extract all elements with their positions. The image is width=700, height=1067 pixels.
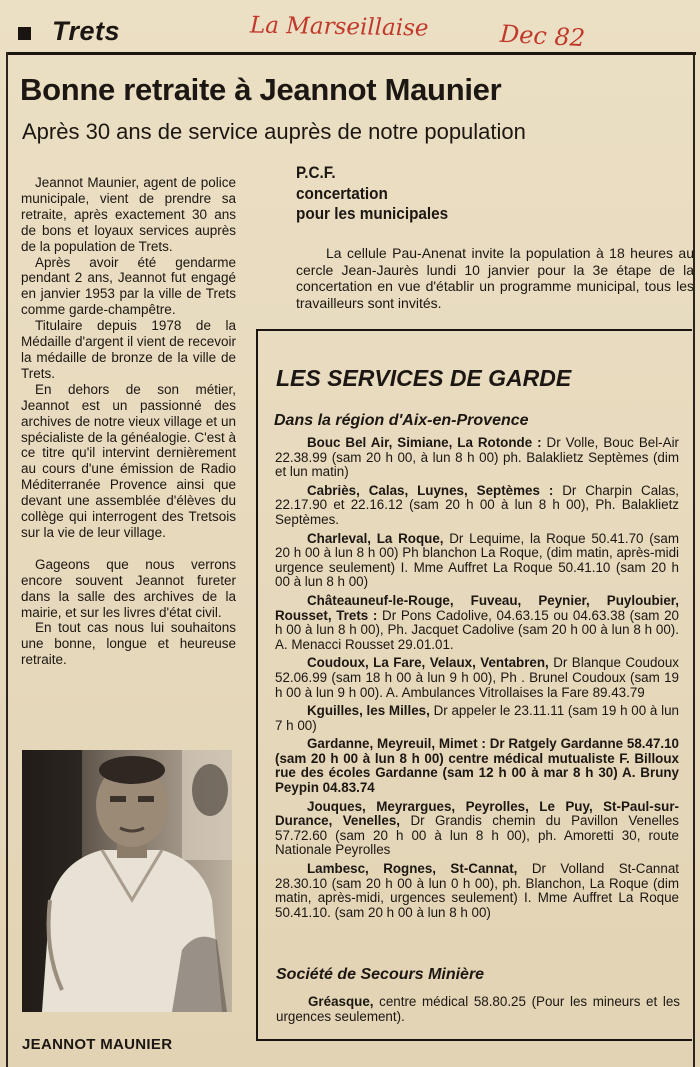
service-entry: [275, 704, 679, 733]
service-entry: [275, 737, 679, 795]
service-locations: Charleval, La Roque,: [307, 530, 444, 546]
service-entry: [275, 532, 679, 590]
service-details: Dr Grandis chemin du Pavillon Venelles 57.72.60 (sam 20 h 00 à lun 8 h 00), ph. Amoretti 30, route Nationale Peyrolles: [275, 813, 679, 858]
article-body: [21, 175, 236, 668]
pcf-title-line: P.C.F.: [296, 163, 336, 182]
article-headline: Bonne retraite à Jeannot Maunier: [20, 72, 502, 107]
article-paragraph: Titulaire depuis 1978 de la Médaille d'argent il vient de recevoir la médaille de bronze de la ville de Trets.: [21, 318, 236, 381]
pcf-paragraph: La cellule Pau-Anenat invite la population à 18 heures au cercle Jean-Jaurès lundi 10 janvier pour la 3e étape de la concertation en vue d'établir un programme municipal, tous les travailleurs sont invités.: [296, 245, 694, 311]
pcf-title-line: pour les municipales: [296, 204, 449, 223]
secours-details: centre médical 58.80.25 (Pour les mineurs et les urgences seulement).: [276, 994, 680, 1024]
service-separator: :: [532, 435, 547, 450]
service-details: Dr Volle, Bouc Bel-Air 22.38.99 (sam 20 h 00, à lun 8 h 00) ph. Balaklietz Septèmes (dim et lun matin): [275, 435, 679, 480]
secours-title: Société de Secours Minière: [276, 966, 485, 983]
service-separator: :: [539, 482, 563, 498]
service-entry: [275, 656, 679, 700]
services-region: Dans la région d'Aix-en-Provence: [274, 412, 529, 429]
left-border-rule: [6, 52, 8, 1067]
secours-location: Gréasque,: [308, 994, 374, 1009]
service-locations: Châteauneuf-le-Rouge, Fuveau, Peynier, Puyloubier, Rousset, Trets: [275, 592, 679, 623]
service-details: Dr Charpin Calas, 22.17.90 et 22.16.12 (sam 20 h 00 à lun 8 h 00), Ph. Balaklietz Septèmes.: [275, 482, 680, 527]
header-rule: [6, 52, 696, 55]
article-paragraph: Jeannot Maunier, agent de police municipale, vient de prendre sa retraite, après exactement 30 ans de bons et loyaux services auprès de la population de Trets.: [21, 175, 236, 254]
pcf-title: [296, 163, 448, 225]
handwritten-date: Dec 82: [499, 19, 586, 53]
section-title: Trets: [52, 16, 121, 46]
service-separator: [517, 861, 531, 876]
portrait-photo: [22, 750, 232, 1012]
pcf-body: [296, 245, 694, 311]
right-border-rule: [693, 52, 695, 1067]
service-details: Dr Pons Cadolive, 04.63.15 ou 04.63.38 (sam 20 h 00 à lun 8 h 00), Ph. Jacquet Cadolive (sam 20 h 00 à lun 8 h 00). A. Menacci Rousset 29.01.01.: [275, 607, 680, 652]
service-separator: [400, 813, 410, 828]
service-details: Dr Volland St-Cannat 28.30.10 (sam 20 h 00 à lun 0 h 00), ph. Blanchon, La Roque (dim matin, après-midi, urgences seulement) I. Mme Auffret La Roque 50.41.10. (sam 20 h 00 à lun 8 h 00): [275, 861, 679, 920]
pcf-title-line: concertation: [296, 183, 388, 203]
article-subheadline: Après 30 ans de service auprès de notre population: [22, 119, 526, 144]
article-paragraph: En tout cas nous lui souhaitons une bonne, longue et heureuse retraite.: [21, 620, 236, 668]
service-entry: [275, 436, 679, 480]
services-list: [275, 436, 679, 924]
service-details: Dr appeler le 23.11.11 (sam 19 h 00 à lun 7 h 00): [275, 703, 679, 733]
service-entry: [275, 800, 679, 858]
article-paragraph: Après avoir été gendarme pendant 2 ans, Jeannot fut engagé en janvier 1953 par la ville de Trets comme garde-champêtre.: [21, 254, 236, 318]
service-details: Dr Lequime, la Roque 50.41.70 (sam 20 h 00 à lun 8 h 00) Ph blanchon La Roque, (dim matin, après-midi urgence seulement) I. Mme Auffret La Roque 50.41.10 (sam 20 h 00 à lun 8 h 00): [275, 530, 679, 590]
service-locations: Coudoux, La Fare, Velaux, Ventabren,: [307, 655, 549, 671]
service-locations: Cabriès, Calas, Luynes, Septèmes: [307, 482, 540, 498]
service-entry: [275, 862, 679, 920]
handwritten-publication-name: La Marseillaise: [249, 12, 429, 42]
service-details: Dr Blanque Coudoux 52.06.99 (sam 18 h 00 à lun 9 h 00), Ph . Brunel Coudoux (sam 19 h 00 à lun 9 h 00). A. Ambulances Vitrollaises la Fare 89.43.79: [275, 655, 679, 700]
service-locations: Jouques, Meyrargues, Peyrolles, Le Puy, St-Paul-sur-Durance, Venelles,: [275, 798, 679, 829]
service-entry: [275, 594, 679, 652]
services-title: LES SERVICES DE GARDE: [276, 365, 572, 391]
article-paragraph: En dehors de son métier, Jeannot est un passionné des archives de notre vieux village et un spécialiste de la généalogie. C'est à ce titre qu'il intervint dernièrement au cours d'une émission de Radio Méditerranée Provence ainsi que devant une assemblée d'élèves du collège qui interrogent des Tretsois sur la vie de leur village.: [21, 381, 236, 540]
service-locations: Lambesc, Rognes, St-Cannat,: [307, 861, 518, 877]
service-locations: Kguilles, les Milles,: [307, 703, 430, 719]
portrait-photo-graphic: [22, 750, 232, 1012]
service-details: Dr Ratgely Gardanne 58.47.10 (sam 20 h 00 à lun 8 h 00) centre médical mutualiste F. Billoux rue des écoles Gardanne (sam 12 h 00 à mar 8 h 30) A. Bruny Peypin 04.83.74: [275, 736, 680, 796]
photo-caption: JEANNOT MAUNIER: [22, 1036, 173, 1053]
service-separator: :: [368, 607, 383, 623]
service-locations: Bouc Bel Air, Simiane, La Rotonde: [307, 435, 533, 450]
article-paragraph: Gageons que nous verrons encore souvent Jeannot fureter dans la salle des archives de la mairie, et sur les livres d'état civil.: [21, 556, 236, 620]
service-separator: :: [477, 736, 490, 752]
service-entry: [275, 484, 679, 528]
section-marker-square: [18, 27, 31, 40]
secours-entry: [276, 994, 680, 1024]
service-locations: Gardanne, Meyreuil, Mimet: [307, 736, 478, 752]
